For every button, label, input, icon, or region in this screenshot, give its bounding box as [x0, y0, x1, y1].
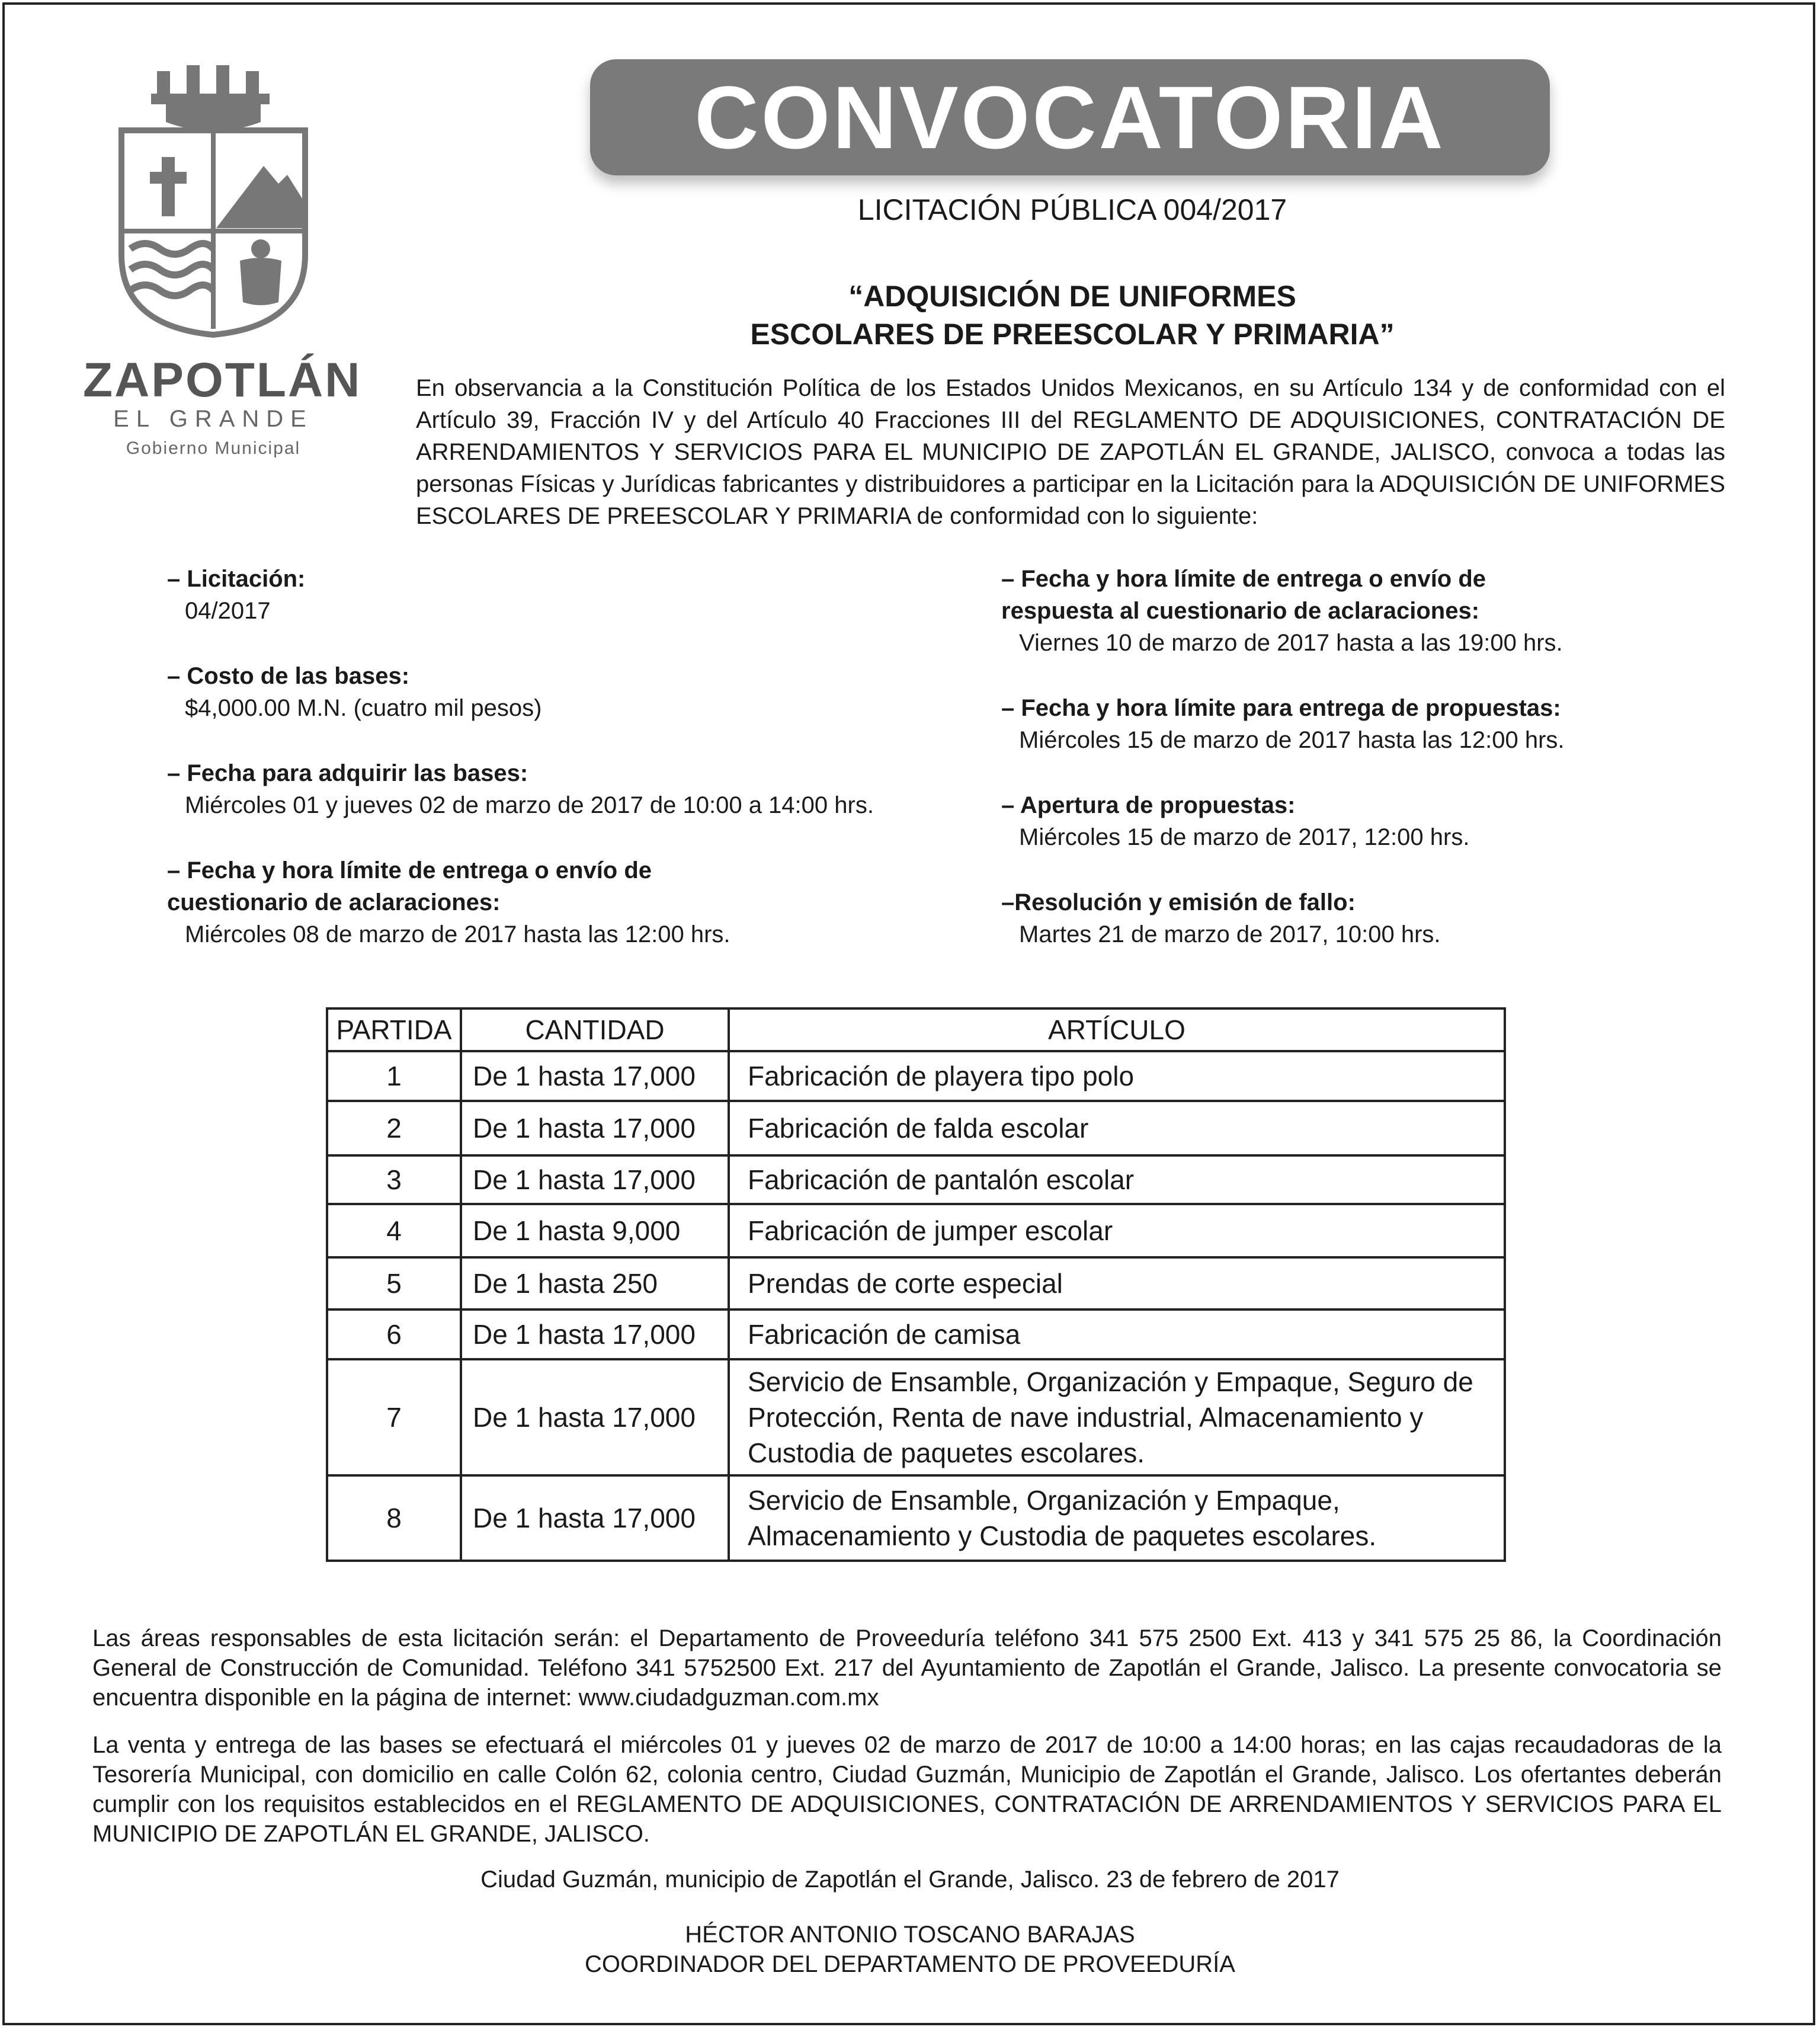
cell-partida: 2: [327, 1101, 461, 1155]
cell-cantidad: De 1 hasta 250: [461, 1257, 729, 1309]
coat-of-arms-icon: [110, 59, 317, 338]
detail-value: 04/2017: [185, 598, 271, 624]
detail-item: [167, 757, 961, 821]
detail-item: [167, 563, 961, 627]
table-row: [327, 1359, 1505, 1475]
details-right-column: [1001, 563, 1771, 984]
detail-value: Miércoles 08 de marzo de 2017 hasta las 12:00 hrs.: [185, 921, 730, 947]
detail-label: – Costo de las bases:: [167, 663, 410, 689]
cell-cantidad: De 1 hasta 17,000: [461, 1155, 729, 1204]
document-title: [592, 277, 1552, 353]
table-row: [327, 1155, 1505, 1204]
detail-item: [1001, 692, 1771, 756]
header-partida: PARTIDA: [327, 1008, 461, 1051]
table-row: [327, 1475, 1505, 1561]
detail-value: $4,000.00 M.N. (cuatro mil pesos): [185, 695, 542, 721]
cell-cantidad: De 1 hasta 17,000: [461, 1309, 729, 1359]
licitacion-number: LICITACIÓN PÚBLICA 004/2017: [857, 193, 1287, 226]
detail-item: [167, 660, 961, 724]
cell-cantidad: De 1 hasta 17,000: [461, 1359, 729, 1475]
cell-articulo: Fabricación de playera tipo polo: [729, 1051, 1505, 1101]
logo-subtitle: EL GRANDE: [113, 406, 313, 432]
details-left-column: [167, 563, 961, 984]
detail-label: – Fecha y hora límite de entrega o envío de respuesta al cuestionario de aclaraciones:: [1001, 566, 1486, 624]
logo-tagline: Gobierno Municipal: [126, 438, 301, 458]
cell-articulo: Fabricación de pantalón escolar: [729, 1155, 1505, 1204]
cell-cantidad: De 1 hasta 17,000: [461, 1101, 729, 1155]
sales-paragraph: La venta y entrega de las bases se efectuará el miércoles 01 y jueves 02 de marzo de 2017 de 10:00 a 14:00 horas; en las cajas recaudadoras de la Tesorería Municipal, con domicilio en calle Colón 62, colonia centro, Ciudad Guzmán, Municipio de Zapotlán el Grande, Jalisco. Los ofertantes deberán cumplir con los requisitos establecidos en el REGLAMENTO DE ADQUISICIONES, CONTRATACIÓN DE ARRENDAMIENTOS Y SERVICIOS PARA EL MUNICIPIO DE ZAPOTLÁN EL GRANDE, JALISCO.: [92, 1732, 1722, 1847]
responsible-areas-paragraph: Las áreas responsables de esta licitación serán: el Departamento de Proveeduría teléfono 341 575 2500 Ext. 413 y 341 575 25 86, la Coordinación General de Construcción de Comunidad. Teléfono 341 5752500 Ext. 217 del Ayuntamiento de Zapotlán el Grande, Jalisco. La presente convocatoria se encuentra disponible en la página de internet: www.ciudadguzman.com.mx: [92, 1625, 1722, 1711]
cell-articulo: Servicio de Ensamble, Organización y Empaque, Almacenamiento y Custodia de paquetes escolares.: [729, 1475, 1505, 1561]
detail-value: Miércoles 15 de marzo de 2017, 12:00 hrs.: [1019, 824, 1470, 850]
detail-value: Miércoles 01 y jueves 02 de marzo de 2017 de 10:00 a 14:00 hrs.: [185, 792, 874, 818]
signer-title: COORDINADOR DEL DEPARTAMENTO DE PROVEEDURÍA: [585, 1951, 1235, 1977]
cell-cantidad: De 1 hasta 17,000: [461, 1475, 729, 1561]
cell-articulo: Prendas de corte especial: [729, 1257, 1505, 1309]
title-line-2: ESCOLARES DE PREESCOLAR Y PRIMARIA”: [750, 318, 1395, 351]
table-row: [327, 1101, 1505, 1155]
detail-label: – Fecha y hora límite de entrega o envío de cuestionario de aclaraciones:: [167, 857, 652, 915]
title-line-1: “ADQUISICIÓN DE UNIFORMES: [848, 280, 1296, 313]
signer-name: HÉCTOR ANTONIO TOSCANO BARAJAS: [685, 1922, 1135, 1948]
table-row: [327, 1257, 1505, 1309]
detail-label: –Resolución y emisión de fallo:: [1001, 889, 1356, 915]
detail-label: – Licitación:: [167, 566, 306, 592]
table-row: [327, 1309, 1505, 1359]
cell-articulo: Fabricación de camisa: [729, 1309, 1505, 1359]
detail-label: – Fecha para adquirir las bases:: [167, 760, 528, 786]
detail-item: [1001, 789, 1771, 853]
table-row: [327, 1051, 1505, 1101]
detail-label: – Apertura de propuestas:: [1001, 792, 1296, 818]
detail-item: [1001, 886, 1771, 950]
cell-partida: 7: [327, 1359, 461, 1475]
cell-partida: 4: [327, 1204, 461, 1257]
detail-label: – Fecha y hora límite para entrega de propuestas:: [1001, 695, 1561, 721]
cell-cantidad: De 1 hasta 9,000: [461, 1204, 729, 1257]
detail-item: [1001, 563, 1771, 659]
detail-value: Viernes 10 de marzo de 2017 hasta a las 19:00 hrs.: [1019, 630, 1563, 656]
place-date: Ciudad Guzmán, municipio de Zapotlán el Grande, Jalisco. 23 de febrero de 2017: [480, 1866, 1340, 1893]
cell-partida: 1: [327, 1051, 461, 1101]
header-articulo: ARTÍCULO: [729, 1008, 1505, 1051]
title-banner: [590, 59, 1550, 175]
cell-partida: 6: [327, 1309, 461, 1359]
cell-partida: 3: [327, 1155, 461, 1204]
partidas-table: [326, 1007, 1506, 1562]
intro-paragraph: En observancia a la Constitución Política de los Estados Unidos Mexicanos, en su Artículo 134 y de conformidad con el Artículo 39, Fracción IV y del Artículo 40 Fracciones III del REGLAMENTO DE ADQUISICIONES, CONTRATACIÓN DE ARRENDAMIENTOS Y SERVICIOS PARA EL MUNICIPIO DE ZAPOTLÁN EL GRANDE, JALISCO, convoca a todas las personas Físicas y Jurídicas fabricantes y distribuidores a participar en la Licitación para la ADQUISICIÓN DE UNIFORMES ESCOLARES DE PREESCOLAR Y PRIMARIA de conformidad con lo siguiente:: [416, 375, 1725, 529]
detail-item: [167, 854, 961, 950]
banner-title: CONVOCATORIA: [694, 68, 1446, 167]
cell-articulo: Servicio de Ensamble, Organización y Empaque, Seguro de Protección, Renta de nave industrial, Almacenamiento y Custodia de paquetes escolares.: [729, 1359, 1505, 1475]
table-row: [327, 1204, 1505, 1257]
signature-block: [0, 1920, 1820, 1979]
detail-value: Martes 21 de marzo de 2017, 10:00 hrs.: [1019, 921, 1441, 947]
detail-value: Miércoles 15 de marzo de 2017 hasta las 12:00 hrs.: [1019, 727, 1565, 753]
logo-name: ZAPOTLÁN: [83, 353, 362, 407]
cell-articulo: Fabricación de jumper escolar: [729, 1204, 1505, 1257]
cell-cantidad: De 1 hasta 17,000: [461, 1051, 729, 1101]
header-cantidad: CANTIDAD: [461, 1008, 729, 1051]
municipal-logo: [83, 59, 362, 462]
cell-partida: 8: [327, 1475, 461, 1561]
table-header-row: [327, 1008, 1505, 1051]
cell-partida: 5: [327, 1257, 461, 1309]
cell-articulo: Fabricación de falda escolar: [729, 1101, 1505, 1155]
